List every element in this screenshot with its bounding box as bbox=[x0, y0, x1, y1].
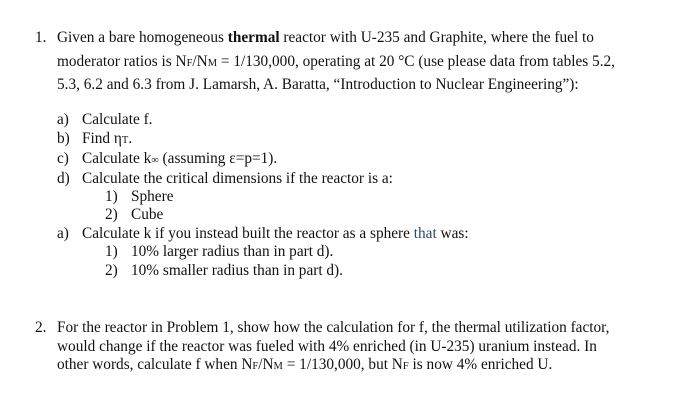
part-text: Find ηT. bbox=[82, 130, 133, 147]
problem-text-line: would change if the reactor was fueled with 4% enriched (in U-235) uranium instead. In bbox=[57, 338, 597, 355]
subpart-label: 1) bbox=[105, 243, 118, 260]
problem-text-line: other words, calculate f when NF/NM = 1/130,000, but NF is now 4% enriched U. bbox=[57, 356, 553, 373]
subpart-text: 10% smaller radius than in part d). bbox=[131, 262, 343, 279]
subpart-label: 2) bbox=[105, 262, 118, 279]
text-cursor-word: that bbox=[413, 225, 437, 242]
part-label: c) bbox=[57, 150, 69, 167]
subpart-label: 1) bbox=[105, 188, 118, 205]
part-text: Calculate f. bbox=[82, 111, 153, 128]
part-text: Calculate k if you instead built the reactor as a sphere that was: bbox=[82, 225, 469, 242]
problem-text-line: moderator ratios is NF/NM = 1/130,000, operating at 20 °C (use please data from tables 5.2, bbox=[57, 53, 615, 70]
subpart-text: Sphere bbox=[131, 188, 174, 205]
problem-text-line: 5.3, 6.2 and 6.3 from J. Lamarsh, A. Baratta, “Introduction to Nuclear Engineering”): bbox=[57, 76, 579, 93]
problem-text-line: Given a bare homogeneous thermal reactor with U-235 and Graphite, where the fuel to bbox=[57, 29, 594, 46]
part-label: b) bbox=[57, 130, 70, 147]
problem-number: 2. bbox=[35, 319, 47, 336]
emphasis-thermal: thermal bbox=[227, 29, 280, 46]
part-label: a) bbox=[57, 225, 69, 242]
part-label: a) bbox=[57, 111, 69, 128]
problem-text-line: For the reactor in Problem 1, show how the calculation for f, the thermal utilization factor, bbox=[57, 319, 610, 336]
part-label: d) bbox=[57, 170, 70, 187]
subpart-text: Cube bbox=[131, 206, 164, 223]
part-text: Calculate k∞ (assuming ε=p=1). bbox=[82, 150, 278, 167]
problem-number: 1. bbox=[35, 29, 47, 46]
part-text: Calculate the critical dimensions if the reactor is a: bbox=[82, 170, 393, 187]
subpart-text: 10% larger radius than in part d). bbox=[131, 243, 334, 260]
subpart-label: 2) bbox=[105, 206, 118, 223]
